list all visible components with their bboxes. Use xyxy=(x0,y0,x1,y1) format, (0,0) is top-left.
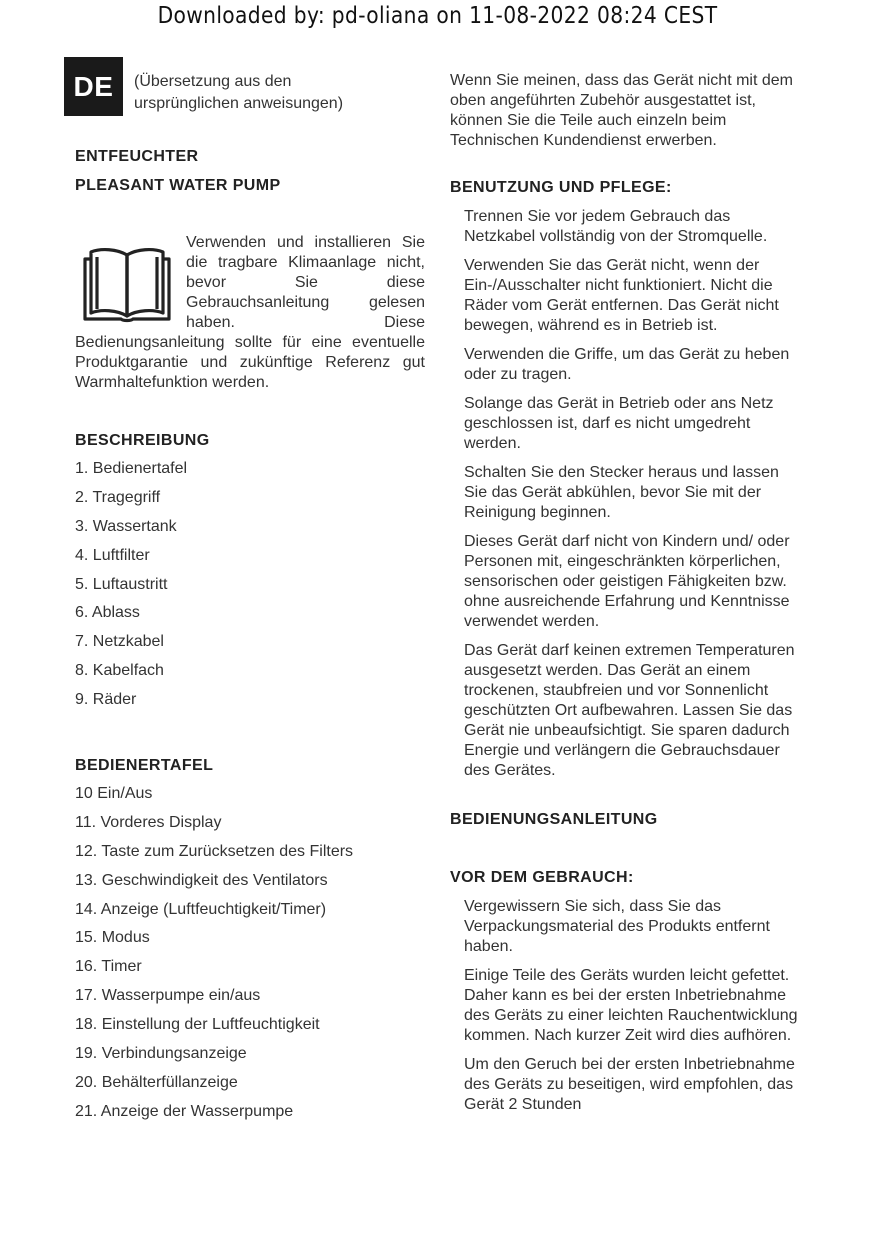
list-item: 1. Bedienertafel xyxy=(75,460,188,477)
list-item: 19. Verbindungsanzeige xyxy=(75,1045,247,1063)
control-panel-heading: BEDIENERTAFEL xyxy=(75,757,214,775)
list-item: Trennen Sie vor jedem Gebrauch das Netzkabel vollständig von der Stromquelle. xyxy=(464,208,768,245)
list-item: Das Gerät darf keinen extremen Temperaturen ausgesetzt werden. Das Gerät an einem trockenen, staubfreien und vor Sonnenlicht geschützten Ort aufbewahren. Lassen Sie das Gerät nie unbeaufsichtigt. Sie sparen dadurch Energie und verlängern die Gebrauchsdauer des Gerätes. xyxy=(464,642,795,779)
before-use-list xyxy=(464,897,804,1115)
list-item: 10 Ein/Aus xyxy=(75,785,153,803)
list-item: 11. Vorderes Display xyxy=(75,813,222,831)
before-use-heading: VOR DEM GEBRAUCH: xyxy=(450,869,634,886)
usage-care-list xyxy=(464,207,804,781)
list-item: 17. Wasserpumpe ein/aus xyxy=(75,987,261,1005)
product-type-heading: ENTFEUCHTER xyxy=(75,148,199,165)
list-item: 14. Anzeige (Luftfeuchtigkeit/Timer) xyxy=(75,900,327,918)
operating-instructions-heading: BEDIENUNGSANLEITUNG xyxy=(450,811,658,828)
list-item: Schalten Sie den Stecker heraus und lassen Sie das Gerät abkühlen, bevor Sie mit der Reinigung beginnen. xyxy=(464,464,779,521)
list-item: Um den Geruch bei der ersten Inbetriebnahme des Geräts zu beseitigen, wird empfohlen, das Gerät 2 Stunden xyxy=(464,1056,795,1113)
usage-care-heading: BENUTZUNG UND PFLEGE: xyxy=(450,179,672,196)
list-item: 5. Luftaustritt xyxy=(75,575,168,593)
translation-note: (Übersetzung aus den ursprünglichen anweisungen) xyxy=(134,73,344,112)
list-item: Einige Teile des Geräts wurden leicht gefettet. Daher kann es bei der ersten Inbetriebnahme des Geräts zu einer leichten Rauchentwicklung kommen. Nach kurzer Zeit wird dies aufhören. xyxy=(464,967,798,1044)
list-item: 6. Ablass xyxy=(75,604,140,622)
list-item: 4. Luftfilter xyxy=(75,546,150,564)
list-item: 15. Modus xyxy=(75,929,150,947)
list-item: 20. Behälterfüllanzeige xyxy=(75,1073,238,1091)
list-item: Verwenden Sie das Gerät nicht, wenn der Ein-/Ausschalter nicht funktioniert. Nicht die Räder vom Gerät entfernen. Das Gerät nicht bewegen, während es in Betrieb ist. xyxy=(464,257,779,334)
list-item: 8. Kabelfach xyxy=(75,662,164,680)
list-item: Verwenden die Griffe, um das Gerät zu heben oder zu tragen. xyxy=(464,346,790,383)
list-item: 18. Einstellung der Luftfeuchtigkeit xyxy=(75,1016,320,1034)
list-item: 21. Anzeige der Wasserpumpe xyxy=(75,1102,294,1120)
list-item: Vergewissern Sie sich, dass Sie das Verpackungsmaterial des Produkts entfernt haben. xyxy=(464,898,770,955)
manual-notice-text: Verwenden und installieren Sie die tragbare Klimaanlage nicht, bevor Sie diese Gebrauchsanleitung gelesen haben. Diese Bedienungsanleitung sollte für eine eventuelle Produktgarantie und zukünftige Referenz gut Warmhaltefunktion werden. xyxy=(75,234,425,391)
list-item: 7. Netzkabel xyxy=(75,633,164,651)
description-list xyxy=(75,459,425,719)
list-item: 9. Räder xyxy=(75,691,137,709)
list-item: 3. Wassertank xyxy=(75,517,177,535)
manual-notice-block xyxy=(75,233,425,393)
list-item: 13. Geschwindigkeit des Ventilators xyxy=(75,871,328,889)
list-item: 16. Timer xyxy=(75,958,142,976)
open-book-icon xyxy=(79,243,175,325)
left-column xyxy=(75,147,425,1131)
product-name-heading: PLEASANT WATER PUMP xyxy=(75,177,281,194)
list-item: Solange das Gerät in Betrieb oder ans Netz geschlossen ist, darf es nicht umgedreht werden. xyxy=(464,395,774,452)
accessories-note: Wenn Sie meinen, dass das Gerät nicht mit dem oben angeführten Zubehör ausgestattet ist, können Sie die Teile auch einzeln beim Technischen Kundendienst erwerben. xyxy=(450,72,793,149)
language-badge: DE xyxy=(64,57,123,116)
description-heading: BESCHREIBUNG xyxy=(75,432,210,449)
list-item: 12. Taste zum Zurücksetzen des Filters xyxy=(75,842,354,860)
list-item: 2. Tragegriff xyxy=(75,488,161,506)
list-item: Dieses Gerät darf nicht von Kindern und/ oder Personen mit, eingeschränkten körperlichen, sensorischen oder geistigen Fähigkeiten bzw. ohne ausreichende Erfahrung und Kenntnisse verwendet werden. xyxy=(464,533,790,630)
download-notice: Downloaded by: pd-oliana on 11-08-2022 08:24 CEST xyxy=(157,3,718,29)
control-panel-list xyxy=(75,784,425,1131)
right-column xyxy=(450,71,810,1124)
